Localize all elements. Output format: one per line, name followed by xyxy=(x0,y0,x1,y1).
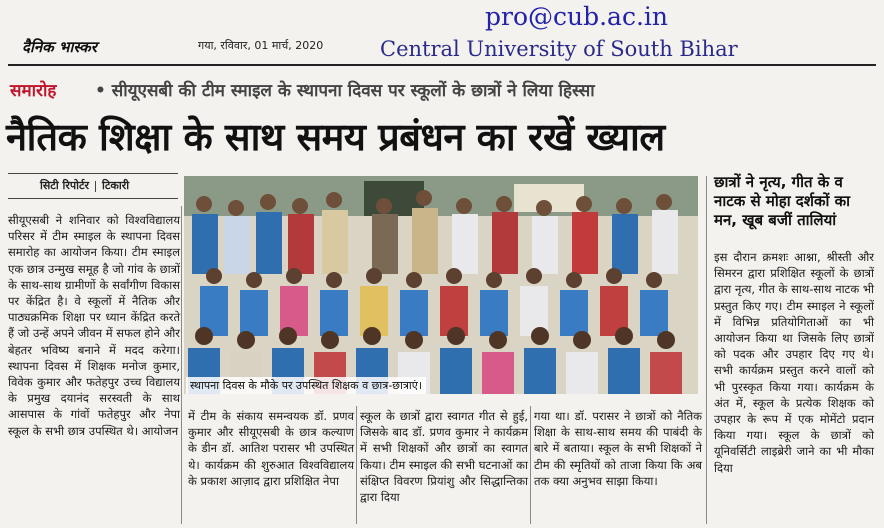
article-column-3: स्कूल के छात्रों द्वारा स्वागत गीत से हुई, जिसके बाद डॉ. प्रणव कुमार ने कार्यक्रम में सभी शिक्षकों और छात्रों का स्वागत किया। टीम स्माइल की सभी घटनाओं का संक्षिप्त विवरण प्रियांशु और सिद्धान्तिका द्वारा दिया xyxy=(360,409,528,505)
dateline: गया, रविवार, 01 मार्च, 2020 xyxy=(198,39,324,52)
group-photo-illustration xyxy=(184,176,698,394)
photo-caption: स्थापना दिवस के मौके पर उपस्थित शिक्षक व छात्र-छात्राएं। xyxy=(186,377,426,394)
headline: नैतिक शिक्षा के साथ समय प्रबंधन का रखें ख्याल xyxy=(6,115,665,159)
side-heading: छात्रों ने नृत्य, गीत के व नाटक से मोहा दर्शकों का मन, खूब बजीं तालियां xyxy=(714,173,850,229)
kicker-text: • सीयूएसबी की टीम स्माइल के स्थापना दिवस पर स्कूलों के छात्रों ने लिया हिस्सा xyxy=(95,81,595,101)
group-photo xyxy=(184,176,698,394)
university-stamp: Central University of South Bihar xyxy=(380,37,738,61)
newspaper-masthead: दैनिक भास्कर xyxy=(22,38,97,56)
byline-reporter: सिटी रिपोर्टर xyxy=(40,179,89,192)
column-rule xyxy=(356,406,357,524)
column-rule xyxy=(181,206,182,524)
byline xyxy=(40,178,129,193)
column-rule xyxy=(530,406,531,524)
article-column-right: इस दौरान क्रमशः आश्ना, श्रीस्ती और सिमरन द्वारा प्रशिक्षित स्कूलों के छात्रों द्वारा नृत्य, गीत के साथ-साथ नाटक भी प्रस्तुत किए गए। टीम स्माइल ने स्कूलों में विभिन्न प्रतियोगिताओं का भी आयोजन किया था जिसके लिए छात्रों को पदक और उपहार दिए गए थे। सभी कार्यक्रम प्रस्तुत करने वालों को भी पुरस्कृत किया गया। कार्यक्रम के अंत में, स्कूल के प्रत्येक शिक्षक को उपहार के रूप में एक मोमेंटो प्रदान किया गया। स्कूल के छात्रों को यूनिवर्सिटी लाइब्रेरी जाने का भी मौका दिया xyxy=(714,250,874,475)
article-column-1: सीयूएसबी ने शनिवार को विश्वविद्यालय परिसर में टीम स्माइल के स्थापना दिवस समारोह का आयोजन किया। टीम स्माइल एक छात्र उन्मुख समूह है जो गांव के छात्रों के साथ-साथ ग्रामीणों के सर्वांगीण विकास पर केंद्रित है। वे स्कूलों में नैतिक और पाठ्यक्रमिक शिक्षा पर ध्यान केंद्रित करते हैं जो उन्हें अपने जीवन में सफल होने और बेहतर भविष्य बनाने में मदद करेगा। स्थापना दिवस में शिक्षक मनोज कुमार, विवेक कुमार और फतेहपुर उच्च विद्यालय के प्रमुख दयानंद सरस्वती के साथ आसपास के गांवों फतेहपुर और नेपा स्कूल के सभी छात्र उपस्थित थे। आयोजन xyxy=(8,213,180,438)
email-stamp: pro@cub.ac.in xyxy=(485,2,669,31)
header-rule xyxy=(8,64,876,66)
byline-place: टिकारी xyxy=(102,179,130,192)
byline-separator xyxy=(95,181,96,192)
article-column-4: गया था। डॉ. परासर ने छात्रों को नैतिक शिक्षा के साथ-साथ समय की पाबंदी के बारे में बताया। स्कूल के सभी शिक्षकों ने टीम की स्मृतियों को ताजा किया कि अब तक क्या अनुभव साझा किया। xyxy=(534,409,702,488)
column-rule xyxy=(706,176,707,524)
article-column-2: में टीम के संकाय समन्वयक डॉ. प्रणव कुमार और सीयूएसबी के छात्र कल्याण के डीन डॉ. आतिश परासर भी उपस्थित थे। कार्यक्रम की शुरुआत विश्वविद्यालय के प्रकाश आज़ाद द्वारा प्रशिक्षित नेपा xyxy=(188,409,354,488)
kicker-label: समारोह xyxy=(10,81,57,101)
